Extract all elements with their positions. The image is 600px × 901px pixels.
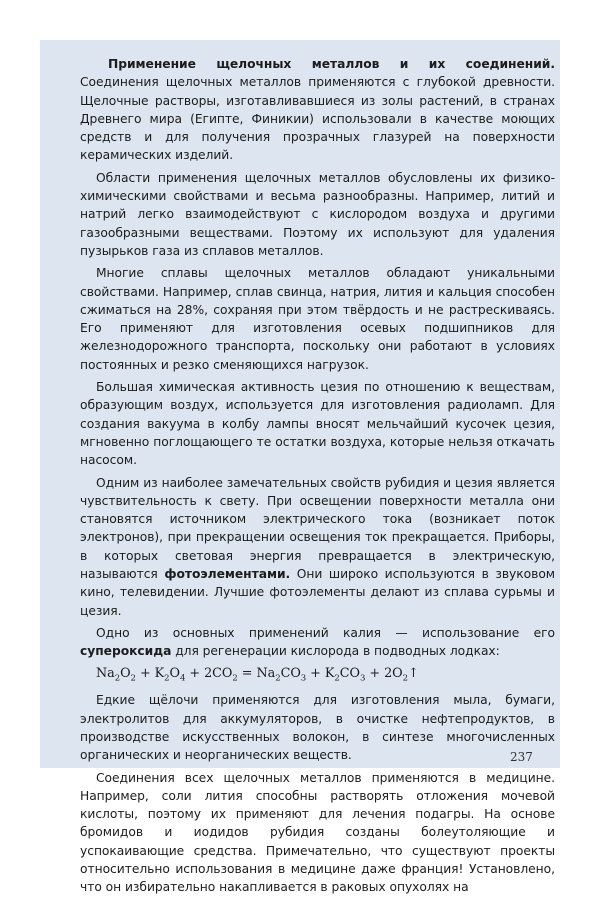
page-number: 237 [510, 750, 533, 764]
paragraph-7: Едкие щёлочи применяются для изготовления мыла, бумаги, электролитов для аккумуляторов, в очистке нефтепродуктов, в производстве искусственных волокон, в синтезе многочисленных органических и неорганических веществ. [80, 693, 555, 763]
section-title: Применение щелочных металлов и их соединений. [108, 57, 555, 71]
chemical-equation: $Na_2O_2 + K_2O_4 + 2CO_2 = Na_2CO_3 + K_2CO_3$ + $2O_2↑$ [96, 665, 419, 684]
paragraph-1: Применение щелочных металлов и их соединений. Соединения щелочных металлов применяются с глубокой древности. Щелочные растворы, изготавливавшиеся из золы растений, в странах Древнего мира (Египте, Финикии) использовали в качестве моющих средств и для получения прозрачных глазурей на поверхности керамических изделий. [80, 57, 555, 163]
paragraph-4: Большая химическая активность цезия по отношению к веществам, образующим воздух, используется для изготовления радиоламп. Для создания вакуума в колбу лампы вносят мельчайший кусочек цезия, мгновенно поглощающего те остатки воздуха, которые нельзя откачать насосом. [80, 380, 555, 468]
textbook-page [40, 40, 560, 895]
term-superoxide: супероксида [80, 644, 172, 659]
paragraph-3: Многие сплавы щелочных металлов обладают уникальными свойствами. Например, сплав свинца, натрия, лития и кальция способен сжиматься на 28%, сохраняя при этом твёрдость и не растрескиваясь. Его применяют для изготовления осевых подшипников для железнодорожного транспорта, поскольку они работают в условиях постоянных и резко сменяющихся нагрузок. [80, 266, 555, 372]
paragraph-5: Одним из наиболее замечательных свойств рубидия и цезия является чувствительность к свету. При освещении поверхности металла они становятся источником электрического тока (возникает поток электронов), при прекращении освещения ток прекращается. Приборы, в которых световая энергия превращается в электрическую, называются фотоэлементами. Они широко используются в звуковом кино, телевидении. Лучшие фотоэлементы делают из сплава сурьмы и цезия. [80, 475, 556, 618]
term-photoelements: фотоэлементами. [164, 567, 291, 582]
text-column [80, 55, 555, 901]
paragraph-8: Соединения всех щелочных металлов применяются в медицине. Например, соли лития способны растворять отложения мочевой кислоты, поэтому их применяют для лечения подагры. На основе бромидов и иодидов рубидия созданы болеутоляющие и успокаивающие средства. Примечательно, что существуют проекты относительно использования в медицине даже франция! Установлено, что он избирательно накапливается в раковых опухолях на [80, 770, 555, 895]
paragraph-2: Области применения щелочных металлов обусловлены их физико-химическими свойствами и весьма разнообразны. Например, литий и натрий легко взаимодействуют с кислородом воздуха и другими газообразными веществами. Поэтому их используют для удаления пузырьков газа из сплавов металлов. [80, 170, 555, 258]
paragraph-6: Одно из основных применений калия — использование его супероксида для регенерации кислорода в подводных лодках: [80, 625, 555, 659]
